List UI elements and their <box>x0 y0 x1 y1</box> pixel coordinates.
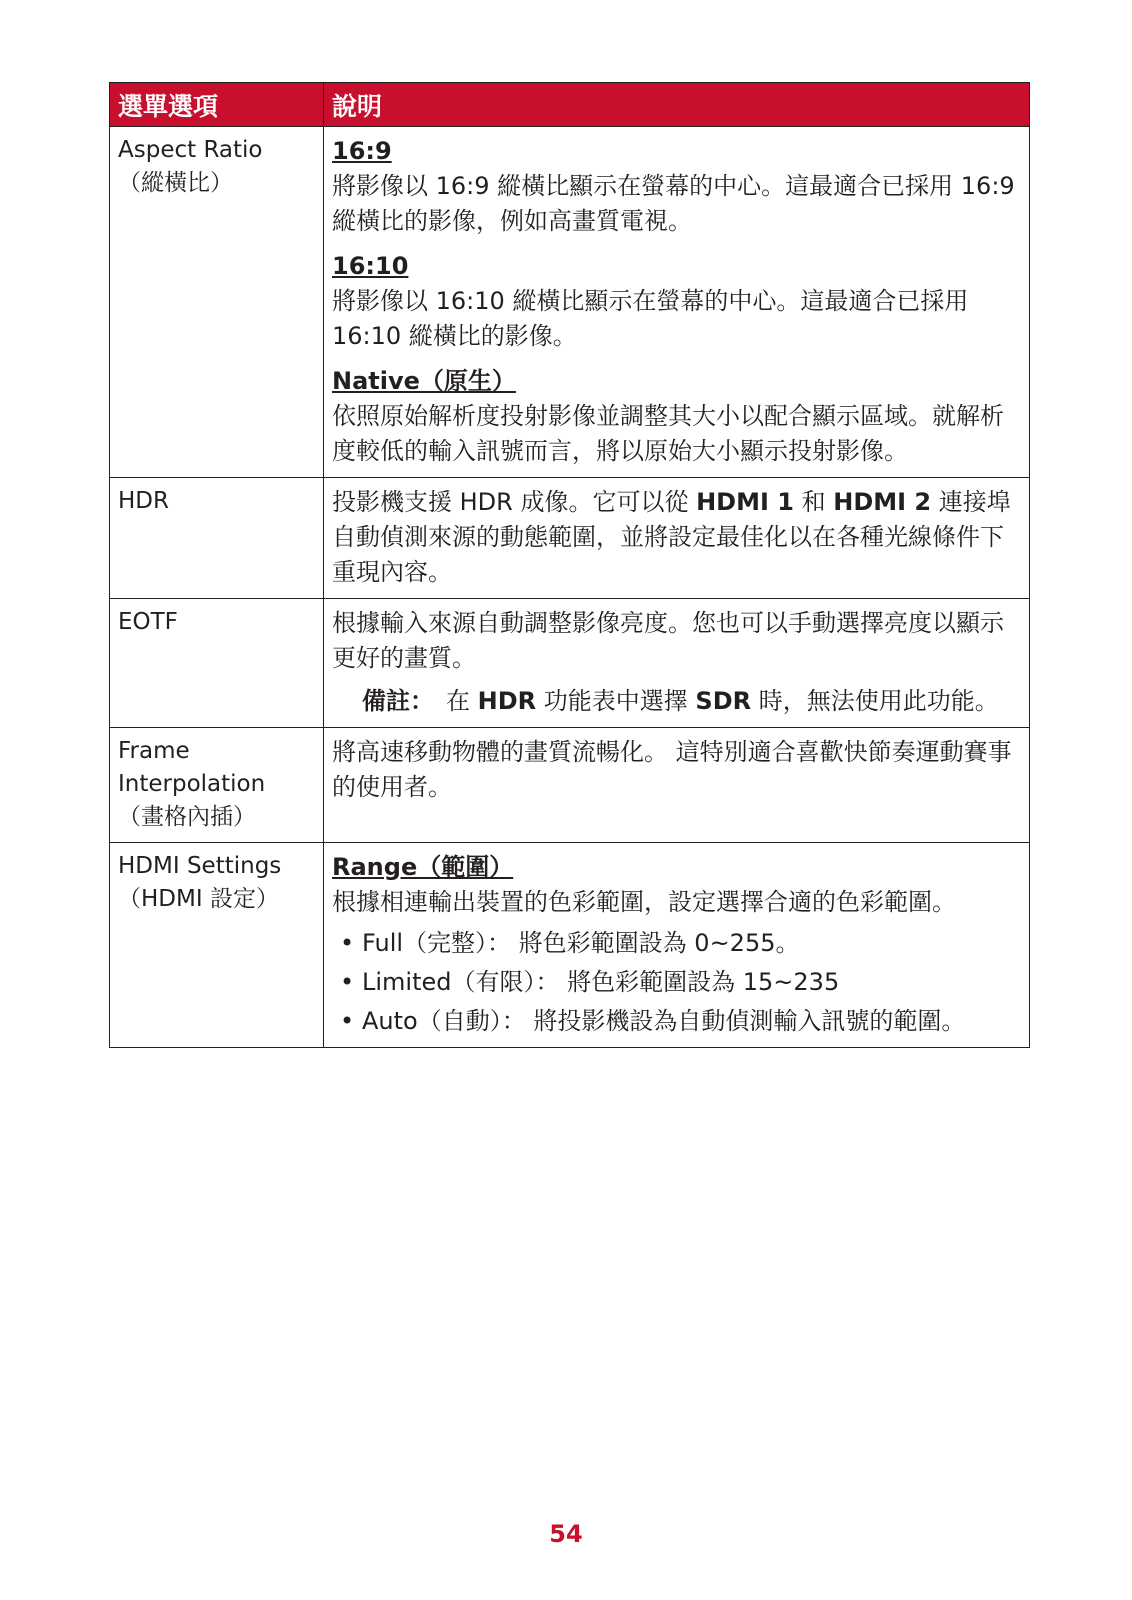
option-description: 將高速移動物體的畫質流暢化。 這特別適合喜歡快節奏運動賽事的使用者。 <box>332 738 1012 801</box>
description-text: 連接埠自動偵測來源的動態範圍，並將設定最佳化以在各種光線條件下重現內容。 <box>332 488 1011 586</box>
option-name: Interpolation <box>118 771 266 797</box>
option-description <box>332 485 1021 590</box>
description-cell <box>324 478 1030 599</box>
range-options-list <box>332 926 1021 1039</box>
sub-option-description: 根據相連輸出裝置的色彩範圍，設定選擇合適的色彩範圍。 <box>332 888 956 916</box>
table-row-aspect-ratio <box>110 127 1030 478</box>
table-row-frame-interpolation <box>110 728 1030 843</box>
list-item: • Auto（自動）： 將投影機設為自動偵測輸入訊號的範圍。 <box>332 1004 1021 1039</box>
note-text <box>446 684 1021 719</box>
description-bold: HDMI 1 <box>696 488 794 516</box>
option-subtitle: （縱橫比） <box>118 170 233 196</box>
option-cell <box>110 127 324 478</box>
menu-options-table <box>109 82 1030 1048</box>
sub-option-description: 將影像以 16:9 縱橫比顯示在螢幕的中心。這最適合已採用 16:9 縱橫比的影像，例如高畫質電視。 <box>332 172 1015 235</box>
description-cell <box>324 843 1030 1048</box>
table-header-row <box>110 83 1030 127</box>
header-option: 選單選項 <box>110 83 324 127</box>
page-number: 54 <box>549 1520 583 1548</box>
list-item: • Limited（有限）： 將色彩範圍設為 15~235 <box>332 965 1021 1000</box>
description-cell <box>324 127 1030 478</box>
note <box>332 684 1021 719</box>
table-row-eotf <box>110 599 1030 728</box>
option-name: EOTF <box>118 609 178 635</box>
sub-option-description: 將影像以 16:10 縱橫比顯示在螢幕的中心。這最適合已採用 16:10 縱橫比的影像。 <box>332 287 969 350</box>
table-row-hdmi-settings <box>110 843 1030 1048</box>
option-description: 根據輸入來源自動調整影像亮度。您也可以手動選擇亮度以顯示更好的畫質。 <box>332 609 1004 672</box>
sub-option-title: 16:9 <box>332 137 392 165</box>
description-text: 和 <box>793 488 834 516</box>
note-bold: SDR <box>695 687 752 715</box>
sub-option-title: Native（原生） <box>332 367 516 395</box>
option-subtitle: （畫格內插） <box>118 804 256 830</box>
note-text-part: 在 <box>446 687 478 715</box>
header-description: 說明 <box>324 83 1030 127</box>
note-bold: HDR <box>477 687 537 715</box>
option-name: HDMI Settings <box>118 853 282 879</box>
note-text-part: 功能表中選擇 <box>536 687 696 715</box>
table-row-hdr <box>110 478 1030 599</box>
description-cell <box>324 728 1030 843</box>
sub-option-title: Range（範圍） <box>332 853 514 881</box>
option-cell <box>110 599 324 728</box>
note-label: 備註： <box>362 687 434 715</box>
option-cell <box>110 728 324 843</box>
option-cell <box>110 478 324 599</box>
option-subtitle: （HDMI 設定） <box>118 886 279 912</box>
option-name: Aspect Ratio <box>118 137 263 163</box>
option-name: Frame <box>118 738 190 764</box>
description-bold: HDMI 2 <box>833 488 932 516</box>
sub-option-description: 依照原始解析度投射影像並調整其大小以配合顯示區域。就解析度較低的輸入訊號而言，將以原始大小顯示投射影像。 <box>332 402 1004 465</box>
list-item: • Full（完整）： 將色彩範圍設為 0~255。 <box>332 926 1021 961</box>
description-cell <box>324 599 1030 728</box>
note-text-part: 時，無法使用此功能。 <box>751 687 999 715</box>
description-text: 投影機支援 HDR 成像。它可以從 <box>332 488 697 516</box>
sub-option-title: 16:10 <box>332 252 409 280</box>
option-cell <box>110 843 324 1048</box>
option-name: HDR <box>118 488 169 514</box>
